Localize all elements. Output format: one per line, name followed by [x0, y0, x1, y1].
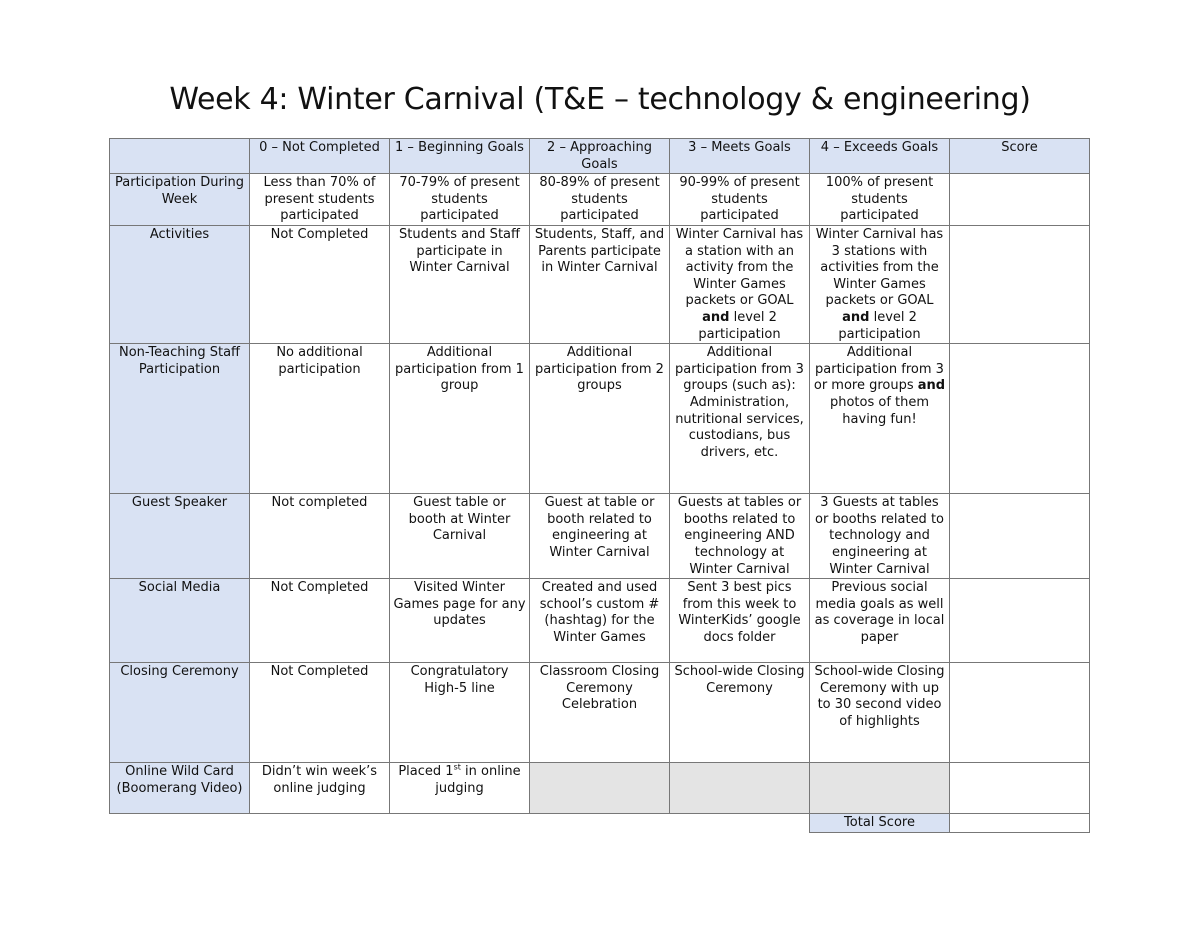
table-row — [110, 579, 1090, 663]
disabled-cell — [670, 763, 810, 814]
table-cell: Additional participation from 1 group — [390, 344, 530, 494]
total-score-cell[interactable] — [950, 814, 1090, 833]
disabled-cell — [530, 763, 670, 814]
table-cell: Less than 70% of present students participated — [250, 174, 390, 226]
rubric-table — [109, 138, 1090, 833]
table-row — [110, 225, 1090, 343]
score-cell[interactable] — [950, 763, 1090, 814]
table-cell: Students and Staff participate in Winter Carnival — [390, 225, 530, 343]
table-cell: 80-89% of present students participated — [530, 174, 670, 226]
table-cell — [670, 225, 810, 343]
table-cell: Created and used school’s custom # (hashtag) for the Winter Games — [530, 579, 670, 663]
cell-text-bold: and — [702, 309, 730, 325]
table-cell: Additional participation from 2 groups — [530, 344, 670, 494]
row-label: Participation During Week — [110, 174, 250, 226]
cell-text: Additional participation from 3 or more groups — [813, 345, 944, 394]
table-cell: Visited Winter Games page for any updates — [390, 579, 530, 663]
cell-text: photos of them having fun! — [829, 394, 930, 427]
score-cell[interactable] — [950, 225, 1090, 343]
table-cell: Sent 3 best pics from this week to WinterKids’ google docs folder — [670, 579, 810, 663]
table-cell: School-wide Closing Ceremony with up to 30 second video of highlights — [810, 663, 950, 763]
table-row — [110, 663, 1090, 763]
row-label: Closing Ceremony — [110, 663, 250, 763]
header-cell-level-0: 0 – Not Completed — [250, 139, 390, 174]
score-cell[interactable] — [950, 494, 1090, 579]
table-cell: Previous social media goals as well as coverage in local paper — [810, 579, 950, 663]
table-row — [110, 494, 1090, 579]
table-cell — [810, 225, 950, 343]
row-label: Non-Teaching Staff Participation — [110, 344, 250, 494]
cell-text-bold: and — [917, 378, 946, 394]
page-title: Week 4: Winter Carnival (T&E – technology & engineering) — [169, 82, 1031, 117]
table-cell — [810, 344, 950, 494]
score-cell[interactable] — [950, 344, 1090, 494]
row-label: Guest Speaker — [110, 494, 250, 579]
table-cell: Not Completed — [250, 579, 390, 663]
table-row — [110, 174, 1090, 226]
header-row — [110, 139, 1090, 174]
table-cell: No additional participation — [250, 344, 390, 494]
cell-text: level 2 participation — [698, 309, 781, 342]
table-cell: Congratulatory High-5 line — [390, 663, 530, 763]
table-cell — [390, 763, 530, 814]
cell-text: Placed 1 — [398, 764, 454, 780]
table-cell: Not completed — [250, 494, 390, 579]
cell-text: level 2 participation — [838, 309, 921, 342]
header-cell-empty — [110, 139, 250, 174]
table-cell: School-wide Closing Ceremony — [670, 663, 810, 763]
spacer-cell — [530, 814, 670, 833]
table-row — [110, 344, 1090, 494]
row-label: Online Wild Card (Boomerang Video) — [110, 763, 250, 814]
row-label: Social Media — [110, 579, 250, 663]
header-cell-level-4: 4 – Exceeds Goals — [810, 139, 950, 174]
spacer-cell — [110, 814, 250, 833]
cell-text: Winter Carnival has a station with an activity from the Winter Games packets or GOAL — [675, 226, 804, 309]
score-cell[interactable] — [950, 663, 1090, 763]
table-cell: Not Completed — [250, 663, 390, 763]
total-row — [110, 814, 1090, 833]
spacer-cell — [390, 814, 530, 833]
table-cell: 90-99% of present students participated — [670, 174, 810, 226]
disabled-cell — [810, 763, 950, 814]
header-cell-level-1: 1 – Beginning Goals — [390, 139, 530, 174]
table-cell: Guest at table or booth related to engineering at Winter Carnival — [530, 494, 670, 579]
header-cell-score: Score — [950, 139, 1090, 174]
header-cell-level-3: 3 – Meets Goals — [670, 139, 810, 174]
table-cell: Additional participation from 3 groups (such as): Administration, nutritional services, custodians, bus drivers, etc. — [670, 344, 810, 494]
score-cell[interactable] — [950, 579, 1090, 663]
table-cell: 70-79% of present students participated — [390, 174, 530, 226]
table-cell: Guests at tables or booths related to engineering AND technology at Winter Carnival — [670, 494, 810, 579]
total-score-label: Total Score — [810, 814, 950, 833]
table-row — [110, 763, 1090, 814]
table-cell: Guest table or booth at Winter Carnival — [390, 494, 530, 579]
spacer-cell — [670, 814, 810, 833]
table-cell: Didn’t win week’s online judging — [250, 763, 390, 814]
table-cell: Not Completed — [250, 225, 390, 343]
table-cell: 3 Guests at tables or booths related to technology and engineering at Winter Carnival — [810, 494, 950, 579]
table-cell: 100% of present students participated — [810, 174, 950, 226]
header-cell-level-2: 2 – Approaching Goals — [530, 139, 670, 174]
table-cell: Classroom Closing Ceremony Celebration — [530, 663, 670, 763]
row-label: Activities — [110, 225, 250, 343]
table-cell: Students, Staff, and Parents participate in Winter Carnival — [530, 225, 670, 343]
spacer-cell — [250, 814, 390, 833]
ordinal-suffix: st — [453, 762, 461, 772]
cell-text: in online judging — [435, 764, 521, 796]
cell-text: Winter Carnival has 3 stations with activities from the Winter Games packets or GOAL — [815, 226, 944, 309]
score-cell[interactable] — [950, 174, 1090, 226]
cell-text-bold: and — [842, 309, 870, 325]
